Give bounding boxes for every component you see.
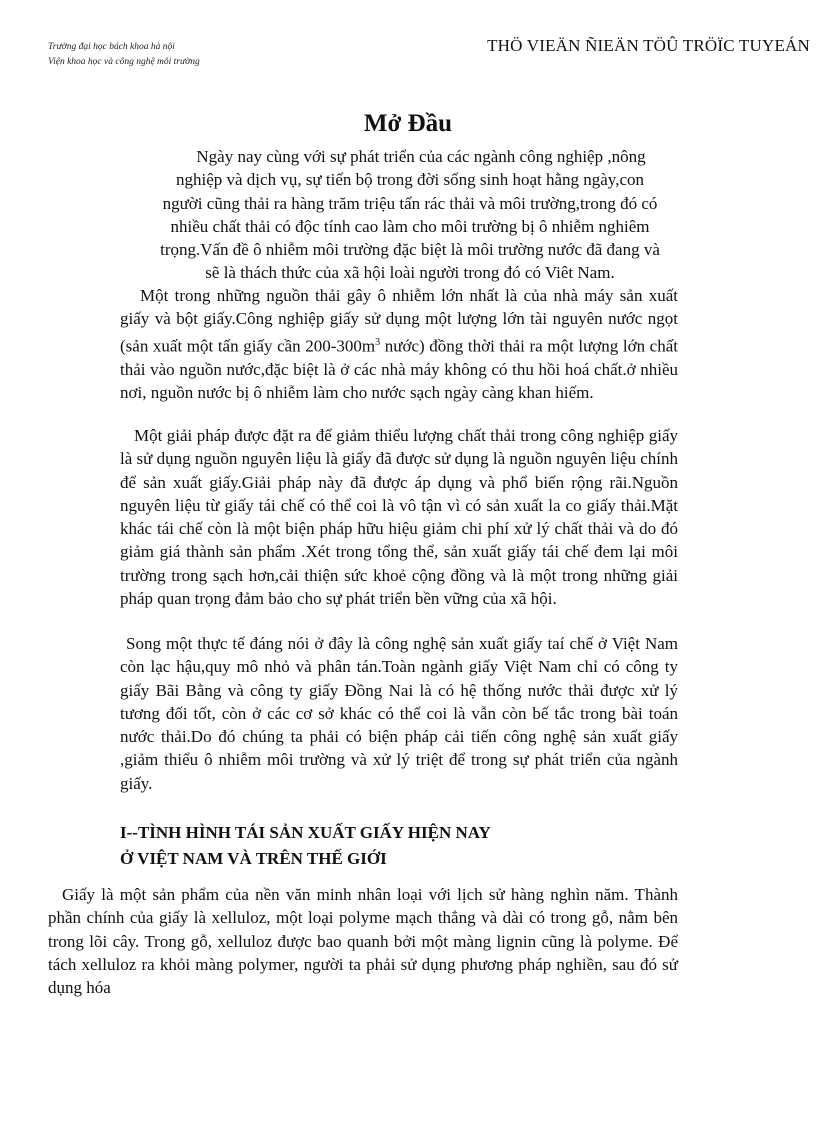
section-heading <box>120 820 680 872</box>
section-heading-line-2: Ở VIỆT NAM VÀ TRÊN THẾ GIỚI <box>120 849 387 868</box>
paragraph-vietnam-situation: Song một thực tế đáng nói ở đây là công nghệ sản xuất giấy taí chế ở Việt Nam còn lạc hậu,quy mô nhỏ và phân tán.Toàn ngành giấy Việt Nam chỉ có công ty giấy Bãi Bằng và công ty giấy Đồng Nai là có hệ thống nước thải được xử lý tương đối tốt, còn ở các cơ sở khác có thể coi là vẫn còn bế tắc trong bài toán nước thải.Do đó chúng ta phải có biện pháp cải tiến công nghệ sản xuất giấy ,giảm thiểu ô nhiễm môi trường và xử lý triệt để trong sự phát triển của ngành giấy. <box>120 634 678 793</box>
paragraph-recycling-solution: Một giải pháp được đặt ra để giảm thiểu lượng chất thải trong công nghiệp giấy là sử dụng nguồn nguyên liệu là giấy đã được sử dụng là nguồn nguyên liệu chính để sản xuất giấy.Giải pháp này đã được áp dụng và phổ biến rộng rãi.Nguồn nguyên liệu từ giấy tái chế có thể coi là vô tận vì có sản xuất la co giấy thải.Mặt khác tái chế còn là một biện pháp hữu hiệu giảm chi phí xử lý chất thải và do đó giảm giá thành sản phẩm .Xét trong tổng thể, sản xuất giấy tái chế đem lại môi trường trong sạch hơn,cải thiện sức khoẻ cộng đồng và là một trong những giải pháp quan trọng đảm bảo cho sự phát triển bền vững của xã hội. <box>120 426 678 609</box>
document-title: Mở Đầu <box>363 110 453 137</box>
intro-line-3: người cũng thải ra hàng trăm triệu tấn rác thải và môi trường,trong đó có <box>162 193 658 213</box>
institute-name: Viện khoa học và công nghệ môi trường <box>48 57 200 67</box>
institution-header <box>48 40 200 70</box>
library-watermark-header: THÖ VIEÄN ÑIEÄN TÖÛ TRÖÏC TUYEÁN <box>487 36 810 55</box>
intro-paragraph <box>140 145 680 285</box>
paragraph-paper-history: Giấy là một sản phẩm của nền văn minh nhân loại với lịch sử hàng nghìn năm. Thành phần chính của giấy là xelluloz, một loại polyme mạch thẳng và dài có trong gỗ, nằm bên trong lõi cây. Trong gỗ, xelluloz được bao quanh bởi một màng lignin cũng là polyme. Để tách xelluloz ra khỏi màng polymer, người ta phải sử dụng phương pháp nghiền, sau đó sử dụng hóa <box>48 885 678 998</box>
paragraph-text: Một trong những nguồn thải gây ô nhiễm lớn nhất là của nhà máy sản xuất giấy và bột giấy.Công nghiệp giấy sử dụng một lượng lớn tài nguyên nước ngọt (sản xuất một tấn giấy cần 200-300m <box>120 286 678 356</box>
school-name: Trường đại học bách khoa hà nội <box>48 42 175 52</box>
section-heading-line-1: I--TÌNH HÌNH TÁI SẢN XUẤT GIẤY HIỆN NAY <box>120 823 491 842</box>
intro-line-5: trọng.Vấn đề ô nhiễm môi trường đặc biệt là môi trường nước đã đang và <box>160 240 660 260</box>
intro-line-4: nhiều chất thải có độc tính cao làm cho môi trường bị ô nhiễm nghiêm <box>170 216 650 236</box>
intro-line-1: Ngày nay cùng với sự phát triển của các ngành công nghiệp ,nông <box>196 147 646 166</box>
superscript-3: 3 <box>375 336 381 348</box>
paragraph-text-cont: nước) đồng thời thải ra một lượng lớn chất thải vào nguồn nước,đặc biệt là ở các nhà máy không có thu hồi hoá chất.ở nhiều nơi, nguồn nước bị ô nhiễm làm cho nước sạch ngày càng khan hiếm. <box>120 336 678 402</box>
paragraph-paper-pollution <box>120 284 678 404</box>
intro-line-6: sẽ là thách thức của xã hội loài người trong đó có Viêt Nam. <box>205 263 615 283</box>
intro-line-2: nghiệp và dịch vụ, sự tiến bộ trong đời sống sinh hoạt hằng ngày,con <box>175 170 644 190</box>
